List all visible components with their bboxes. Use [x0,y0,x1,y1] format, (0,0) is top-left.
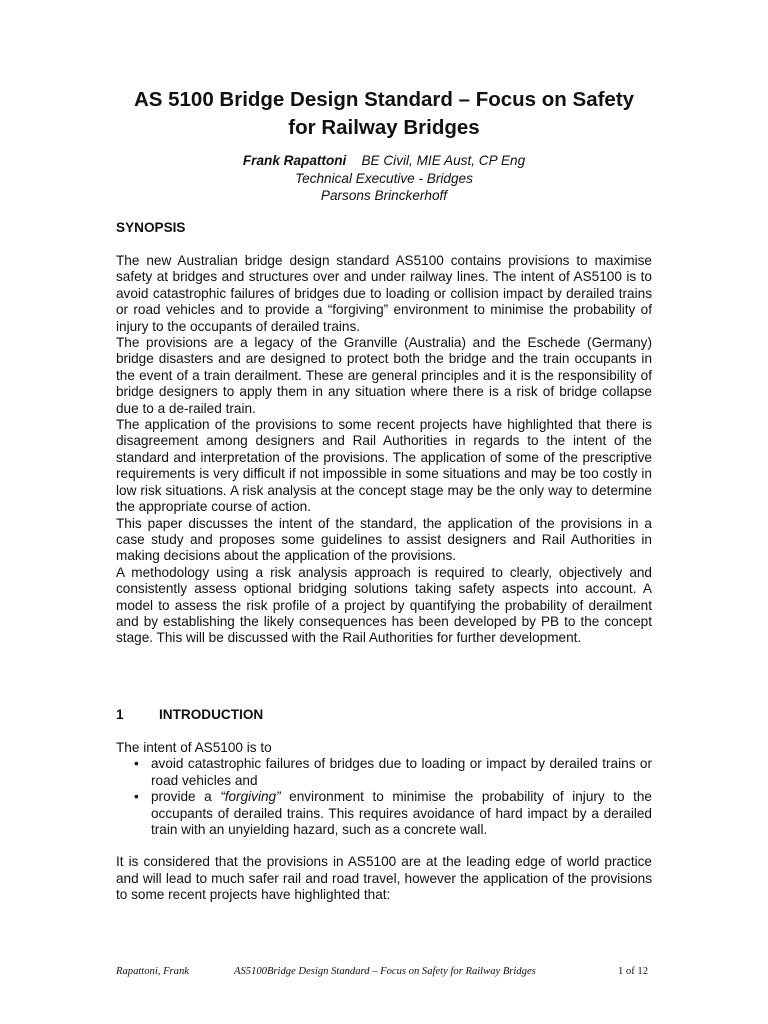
list-item-text-rest: environment to minimise the probability of injury to the occupants of derailed trains. This requires avoidance of hard impact by a derailed train with an unyielding hazard, such as a concrete wall. [151,789,652,838]
bullet-icon: • [134,789,139,805]
introduction-lead: The intent of AS5100 is to [116,740,272,755]
list-item [116,756,652,789]
footer-page-number: 1 of 12 [617,966,648,977]
emphasis-text: “forgiving” [220,789,281,805]
author-company: Parsons Brinckerhoff [320,188,448,203]
section-title: INTRODUCTION [159,707,264,722]
author-name: Frank Rapattoni [242,153,347,168]
title-line-2: for Railway Bridges [288,116,480,139]
list-item-text-start: provide a [151,789,221,805]
footer-title: AS5100Bridge Design Standard – Focus on Safety for Railway Bridges [234,966,536,977]
author-credentials: BE Civil, MIE Aust, CP Eng [361,153,526,168]
synopsis-heading: SYNOPSIS [116,220,186,235]
synopsis-paragraph: The provisions are a legacy of the Granville (Australia) and the Eschede (Germany) bridge disasters and are designed to protect both the bridge and the train occupants in the event of a train derailment. These are general principles and it is the responsibility of bridge designers to apply them in any situation where there is a risk of bridge collapse due to a de-railed train. [116,335,652,416]
author-line [100,152,668,170]
introduction-body [116,740,652,904]
list-item [116,789,652,838]
title-line-1: AS 5100 Bridge Design Standard – Focus on Safety [133,88,635,111]
page-footer [116,966,652,982]
intent-list [116,756,652,838]
introduction-heading [116,707,263,722]
paper-title [100,86,668,142]
synopsis-paragraph: The new Australian bridge design standard AS5100 contains provisions to maximise safety at bridges and structures over and under railway lines. The intent of AS5100 is to avoid catastrophic failures of bridges due to loading or collision impact by derailed trains or road vehicles and to provide a “forgiving” environment to minimise the probability of injury to the occupants of derailed trains. [116,253,652,334]
footer-author: Rapattoni, Frank [116,966,189,977]
synopsis-paragraph: A methodology using a risk analysis approach is required to clearly, objectively and consistently assess optional bridging solutions taking safety aspects into account. A model to assess the risk profile of a project by quantifying the probability of derailment and by establishing the likely consequences has been developed by PB to the concept stage. This will be discussed with the Rail Authorities for further development. [116,564,652,646]
author-block [100,152,668,205]
bullet-icon: • [134,756,139,772]
section-number: 1 [116,707,124,722]
author-position: Technical Executive - Bridges [295,170,473,186]
synopsis-paragraph: This paper discusses the intent of the standard, the application of the provisions in a case study and proposes some guidelines to assist designers and Rail Authorities in making decisions about the application of the provisions. [116,515,652,564]
synopsis-body [116,253,652,647]
list-item-text: avoid catastrophic failures of bridges due to loading or impact by derailed trains or road vehicles and [151,756,652,788]
introduction-paragraph: It is considered that the provisions in AS5100 are at the leading edge of world practice and will lead to much safer rail and road travel, however the application of the provisions to some recent projects have highlighted that: [116,854,652,903]
synopsis-paragraph: The application of the provisions to some recent projects have highlighted that there is disagreement among designers and Rail Authorities in regards to the intent of the standard and interpretation of the provisions. The application of some of the prescriptive requirements is very difficult if not impossible in some situations and may be too costly in low risk situations. A risk analysis at the concept stage may be the only way to determine the appropriate course of action. [116,417,652,515]
